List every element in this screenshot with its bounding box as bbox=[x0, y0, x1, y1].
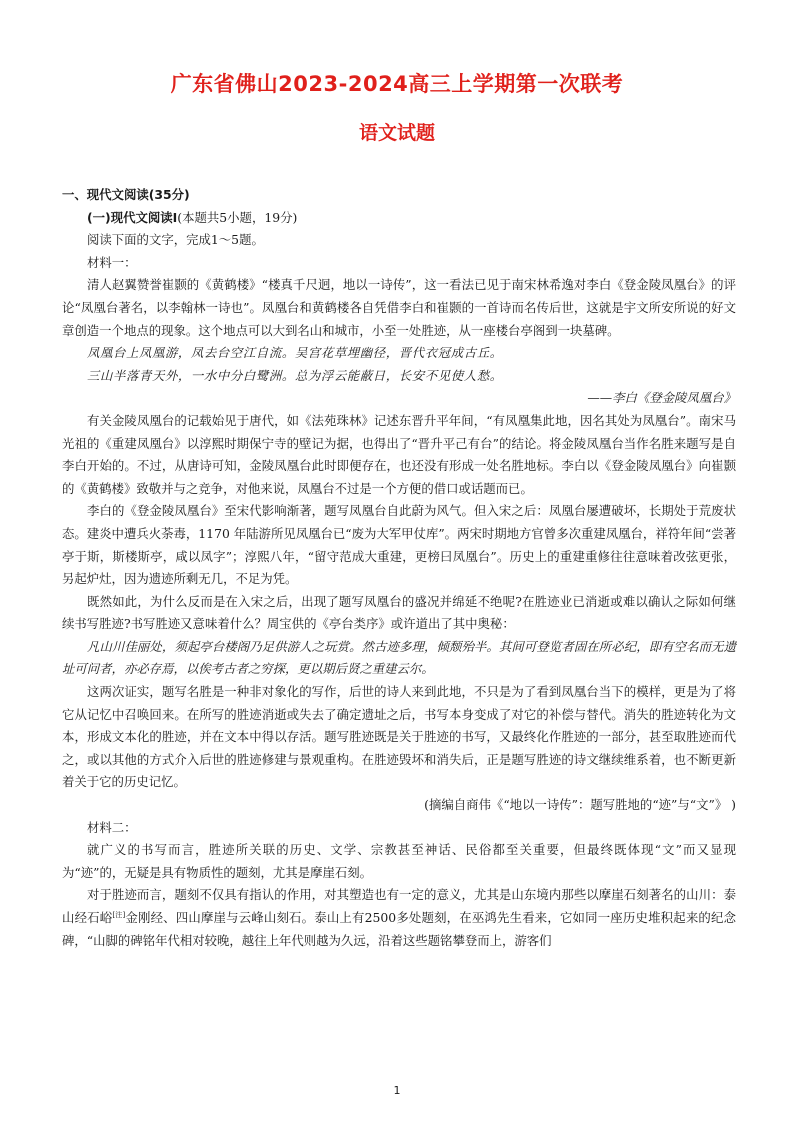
instruction-text: 阅读下面的文字，完成1～5题。 bbox=[87, 232, 264, 248]
material1-paragraph-2: 有关金陵凤凰台的记载始见于唐代，如《法苑珠林》记述东晋升平年间，“有凤凰集此地，因名其处为凤凰台”。南宋马光祖的《重建凤凰台》以淳熙时期保宁寺的壁记为据，也得出了“晋升平己有台”的结论。将金陵凤凰台当作名胜来题写是自李白开始的。不过，从唐诗可知，金陵凤凰台此时即便存在，也还没有形成一处名胜地标。李白以《登金陵凤凰台》向崔颢的《黄鹤楼》致敬并与之竞争，对他来说，凤凰台不过是一个方便的借口或话题而已。 bbox=[62, 412, 736, 496]
material2-paragraph-1: 就广义的书写而言，胜迹所关联的历史、文学、宗教甚至神话、民俗都至关重要，但最终既体现“文”而又显现为“迹”的，无疑是具有物质性的题刻，尤其是摩崖石刻。 bbox=[62, 842, 736, 880]
poem-line-2: 三山半落青天外，一水中分白鹭洲。总为浮云能蔽日，长安不见使人愁。 bbox=[87, 367, 503, 383]
material1-paragraph-3: 李白的《登金陵凤凰台》至宋代影响渐著，题写凤凰台自此蔚为风气。但入宋之后：凤凰台屡遭破坏，长期处于荒废状态。建炎中遭兵火荼毒，1170 年陆游所见凤凰台已“废为大军甲仗库”。两宋时期地方官曾多次重建凤凰台，祥符年间“尝著亭于斯，斯楼斯亭，咸以凤字”；淳熙八年，“留守范成大重建，更榜曰凤凰台”。历史上的重建重修往往意味着改弦更张，另起炉灶，因为遗迹所剩无几，不足为凭。 bbox=[62, 503, 737, 587]
material1-label: 材料一： bbox=[87, 254, 137, 270]
poem-line-1: 凤凰台上凤凰游，凤去台空江自流。吴宫花草埋幽径，晋代衣冠成古丘。 bbox=[87, 345, 503, 361]
page-subtitle: 语文试题 bbox=[358, 122, 435, 144]
poem-citation: ——李白《登金陵凤凰台》 bbox=[587, 390, 736, 406]
footnote-marker: [注] bbox=[112, 910, 126, 919]
subsection-heading bbox=[62, 207, 736, 230]
subsection-heading-note: (本题共5小题，19分) bbox=[177, 209, 298, 225]
material1-quote: 凡山川佳丽处，须起亭台楼阁乃足供游人之玩赏。然古迹多理，倾颓殆半。其间可登览者固在所必纪，即有空名而无遗址可问者，亦必存焉，以俟考古者之穷探，更以期后贤之重建云尔。 bbox=[62, 638, 736, 677]
page-number: 1 bbox=[393, 1084, 401, 1097]
page-title: 广东省佛山2023-2024高三上学期第一次联考 bbox=[170, 72, 624, 96]
subsection-heading-bold: (一)现代文阅读Ⅰ bbox=[87, 209, 178, 225]
material2-paragraph-2 bbox=[62, 884, 736, 952]
material1-source: (摘编自商伟《“地以一诗传”：题写胜地的“迹”与“文”》 ) bbox=[424, 797, 736, 813]
material2-paragraph-2-part-a: 对于胜迹而言，题刻不仅具有指认的作用，对其塑造也有一定的意义，尤其是山东境内那些以摩崖石刻著名的山川：泰山经石峪 bbox=[62, 887, 736, 925]
material1-paragraph-4: 既然如此，为什么反而是在入宋之后，出现了题写凤凰台的盛况并绵延不绝呢?在胜迹业已消逝或难以确认之际如何继续书写胜迹?书写胜迹又意味着什么？周宝供的《亭台类序》或许道出了其中奥秘： bbox=[62, 593, 736, 632]
document-body bbox=[62, 184, 736, 952]
material2-paragraph-2-part-b: 金刚经、四山摩崖与云峰山刻石。泰山上有2500多处题刻，在巫鸿先生看来，它如同一座历史堆积起来的纪念碑，“山脚的碑铭年代相对较晚，越往上年代则越为久远，沿着这些题铭攀登而上，游客们 bbox=[62, 910, 736, 948]
material1-paragraph-1: 清人赵翼赞誉崔颢的《黄鹤楼》“楼真千尺迥，地以一诗传”，这一看法已见于南宋林希逸对李白《登金陵凤凰台》的评论“凤凰台著名，以李翰林一诗也”。凤凰台和黄鹤楼各自凭借李白和崔颢的一首诗而名传后世，这就是宇文所安所说的好文章创造一个地点的现象。这个地点可以大到名山和城市，小至一处胜迹，从一座楼台亭阁到一块墓碑。 bbox=[62, 277, 736, 338]
section-heading: 一、现代文阅读(35分) bbox=[62, 187, 190, 202]
material2-label: 材料二： bbox=[87, 819, 137, 835]
material1-paragraph-5: 这两次证实，题写名胜是一种非对象化的写作，后世的诗人来到此地，不只是为了看到凤凰台当下的模样，更是为了将它从记忆中召唤回来。在所写的胜迹消逝或失去了确定遗址之后，书写本身变成了对它的补偿与替代。消失的胜迹转化为文本，形成文本化的胜迹，并在文本中得以存活。题写胜迹既是关于胜迹的书写，又最终化作胜迹的一部分，甚至取胜迹而代之，或以其他的方式介入后世的胜迹修建与景观重构。在胜迹毁坏和消失后，正是题写胜迹的诗文继续维系着，也不断更新着关于它的历史记忆。 bbox=[62, 684, 736, 790]
